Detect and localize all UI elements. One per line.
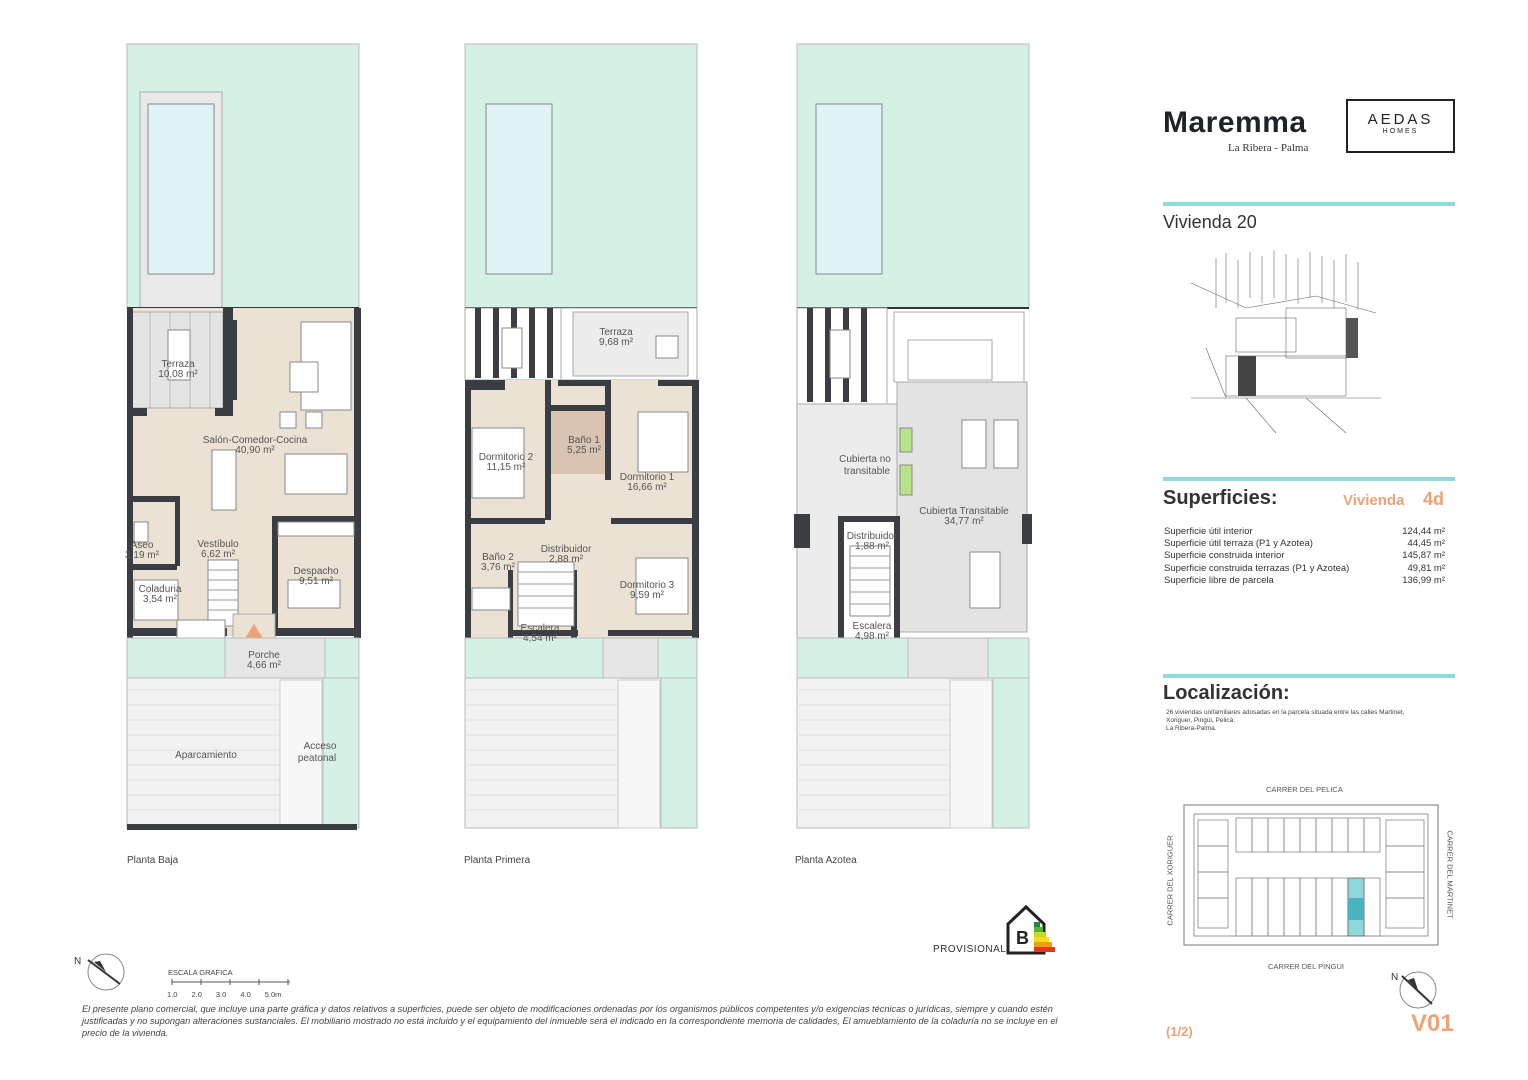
page-number: (1/2) [1166,1024,1193,1039]
svg-text:3,19 m²: 3,19 m² [125,550,159,561]
svg-text:3,76 m²: 3,76 m² [481,562,515,573]
svg-text:Cubierta Transitable: Cubierta Transitable [919,506,1009,517]
svg-text:Cubierta no: Cubierta no [839,454,891,465]
svg-text:9,59 m²: 9,59 m² [630,590,664,601]
svg-text:Coladuria: Coladuria [138,584,182,595]
type-code: 4d [1423,489,1445,509]
sup-row: Superficie útil interior 124,44 m² [1164,526,1445,537]
svg-text:16,66 m²: 16,66 m² [627,482,667,493]
svg-text:40,90 m²: 40,90 m² [235,445,275,456]
svg-text:Salón-Comedor-Cocina: Salón-Comedor-Cocina [202,435,308,446]
svg-text:N: N [74,956,82,967]
superficies-table [1164,526,1445,587]
roof-label: Planta Azotea [795,855,857,866]
divider [1163,674,1455,678]
svg-text:Aparcamiento: Aparcamiento [175,750,237,761]
svg-text:9,51 m²: 9,51 m² [299,576,333,587]
sheet-code: V01 [1411,1010,1454,1037]
svg-text:Distribuidor: Distribuidor [846,531,898,542]
unit-title: Vivienda 20 [1163,212,1257,232]
pool [816,104,882,274]
street-west: CARRER DEL XORIGUER [1165,835,1175,926]
north-arrow-icon [72,950,128,998]
svg-text:Porche: Porche [248,650,280,661]
svg-text:4,66 m²: 4,66 m² [247,660,281,671]
street-north: CARRER DEL PELICA [1266,785,1343,794]
svg-text:2,88 m²: 2,88 m² [549,554,583,565]
svg-text:Aseo: Aseo [130,540,154,551]
pool [148,104,214,274]
svg-text:Terraza: Terraza [599,327,633,338]
scale-title: ESCALA GRAFICA [168,968,233,977]
svg-text:Vestíbulo: Vestíbulo [197,539,239,550]
first-floor-label: Planta Primera [464,855,531,866]
svg-text:3,54 m²: 3,54 m² [143,594,177,605]
svg-text:34,77 m²: 34,77 m² [944,516,984,527]
svg-text:Distribuidor: Distribuidor [540,544,592,555]
north-arrow-icon [1388,966,1440,1014]
svg-text:Dormitorio 2: Dormitorio 2 [478,452,534,463]
energy-status: PROVISIONAL [933,944,1007,955]
energy-rating: B [1016,928,1029,948]
label-terraza: Terraza [161,359,195,370]
sup-row: Superficie construida terrazas (P1 y Azotea) 49,81 m² [1164,562,1445,574]
ground-floor-plan [120,40,370,840]
svg-text:peatonal: peatonal [297,753,337,764]
localizacion-heading: Localización: [1163,682,1290,704]
svg-text:Acceso: Acceso [303,741,337,752]
street-south: CARRER DEL PINGUI [1268,962,1344,971]
scale-ticks: 1.0 2.0 3.0 4.0 5.0m [167,990,282,999]
svg-text:Dormitorio 1: Dormitorio 1 [619,472,675,483]
aedas-logo: AEDAS HOMES [1346,99,1455,153]
sup-row: Superficie útil terraza (P1 y Azotea) 44,45 m² [1164,538,1445,550]
brand-name: Maremma [1163,106,1307,139]
svg-text:1,88 m²: 1,88 m² [855,541,889,552]
localizacion-text: 26 viviendas unifamiliares adosadas en la parcela situada entre las calles Martinet, Xoriguer, Pingüi, Pelicà. La Ribera-Palma. [1166,709,1405,732]
divider [1163,477,1455,481]
svg-text:9,68 m²: 9,68 m² [599,337,633,348]
type-label: Vivienda [1343,492,1405,509]
brand-location: La Ribera - Palma [1228,142,1309,154]
svg-text:6,62 m²: 6,62 m² [201,549,235,560]
energy-label-icon [1004,904,1060,956]
divider [1163,202,1455,206]
svg-text:Dormitorio 3: Dormitorio 3 [619,580,675,591]
sup-row: Superficie construida interior 145,87 m² [1164,550,1445,562]
svg-text:4,54 m²: 4,54 m² [523,633,557,644]
svg-text:4,98 m²: 4,98 m² [855,631,889,642]
ground-floor-label: Planta Baja [127,855,179,866]
svg-text:transitable: transitable [843,466,891,477]
svg-text:Despacho: Despacho [293,566,339,577]
svg-text:11,15 m²: 11,15 m² [486,462,526,473]
pool [486,104,552,274]
roof-plan [790,40,1040,840]
svg-text:10,08 m²: 10,08 m² [158,369,198,380]
svg-text:Escalera: Escalera [520,623,560,634]
sup-row: Superficie libre de parcela 136,99 m² [1164,574,1445,586]
svg-text:5,25 m²: 5,25 m² [567,445,601,456]
disclaimer: El presente plano comercial, que incluye una parte gráfica y datos relativos a superficies, puede ser objeto de modificaciones ordenadas por los organismos públicos competentes y/o exigencias técnicas o jurídicas, siempre y cuando estén justificadas y no supongan alteraciones sustanciales. El mobiliario mostrado no está incluido y el equipamiento del inmueble será el indicado en la correspondiente memoria de calidades, El amueblamiento de la coladuría no se incluye en el precio de la vivienda. [82,1004,1058,1038]
site-map [1176,800,1446,950]
street-east: CARRER DEL MARTINET [1445,830,1455,919]
svg-text:N: N [1391,972,1399,983]
svg-text:Baño 2: Baño 2 [482,552,514,563]
svg-text:Baño 1: Baño 1 [568,435,600,446]
first-floor-plan [458,40,708,840]
svg-text:Escalera: Escalera [852,621,892,632]
superficies-heading: Superficies: [1163,487,1278,509]
facade-sketch [1186,248,1386,438]
